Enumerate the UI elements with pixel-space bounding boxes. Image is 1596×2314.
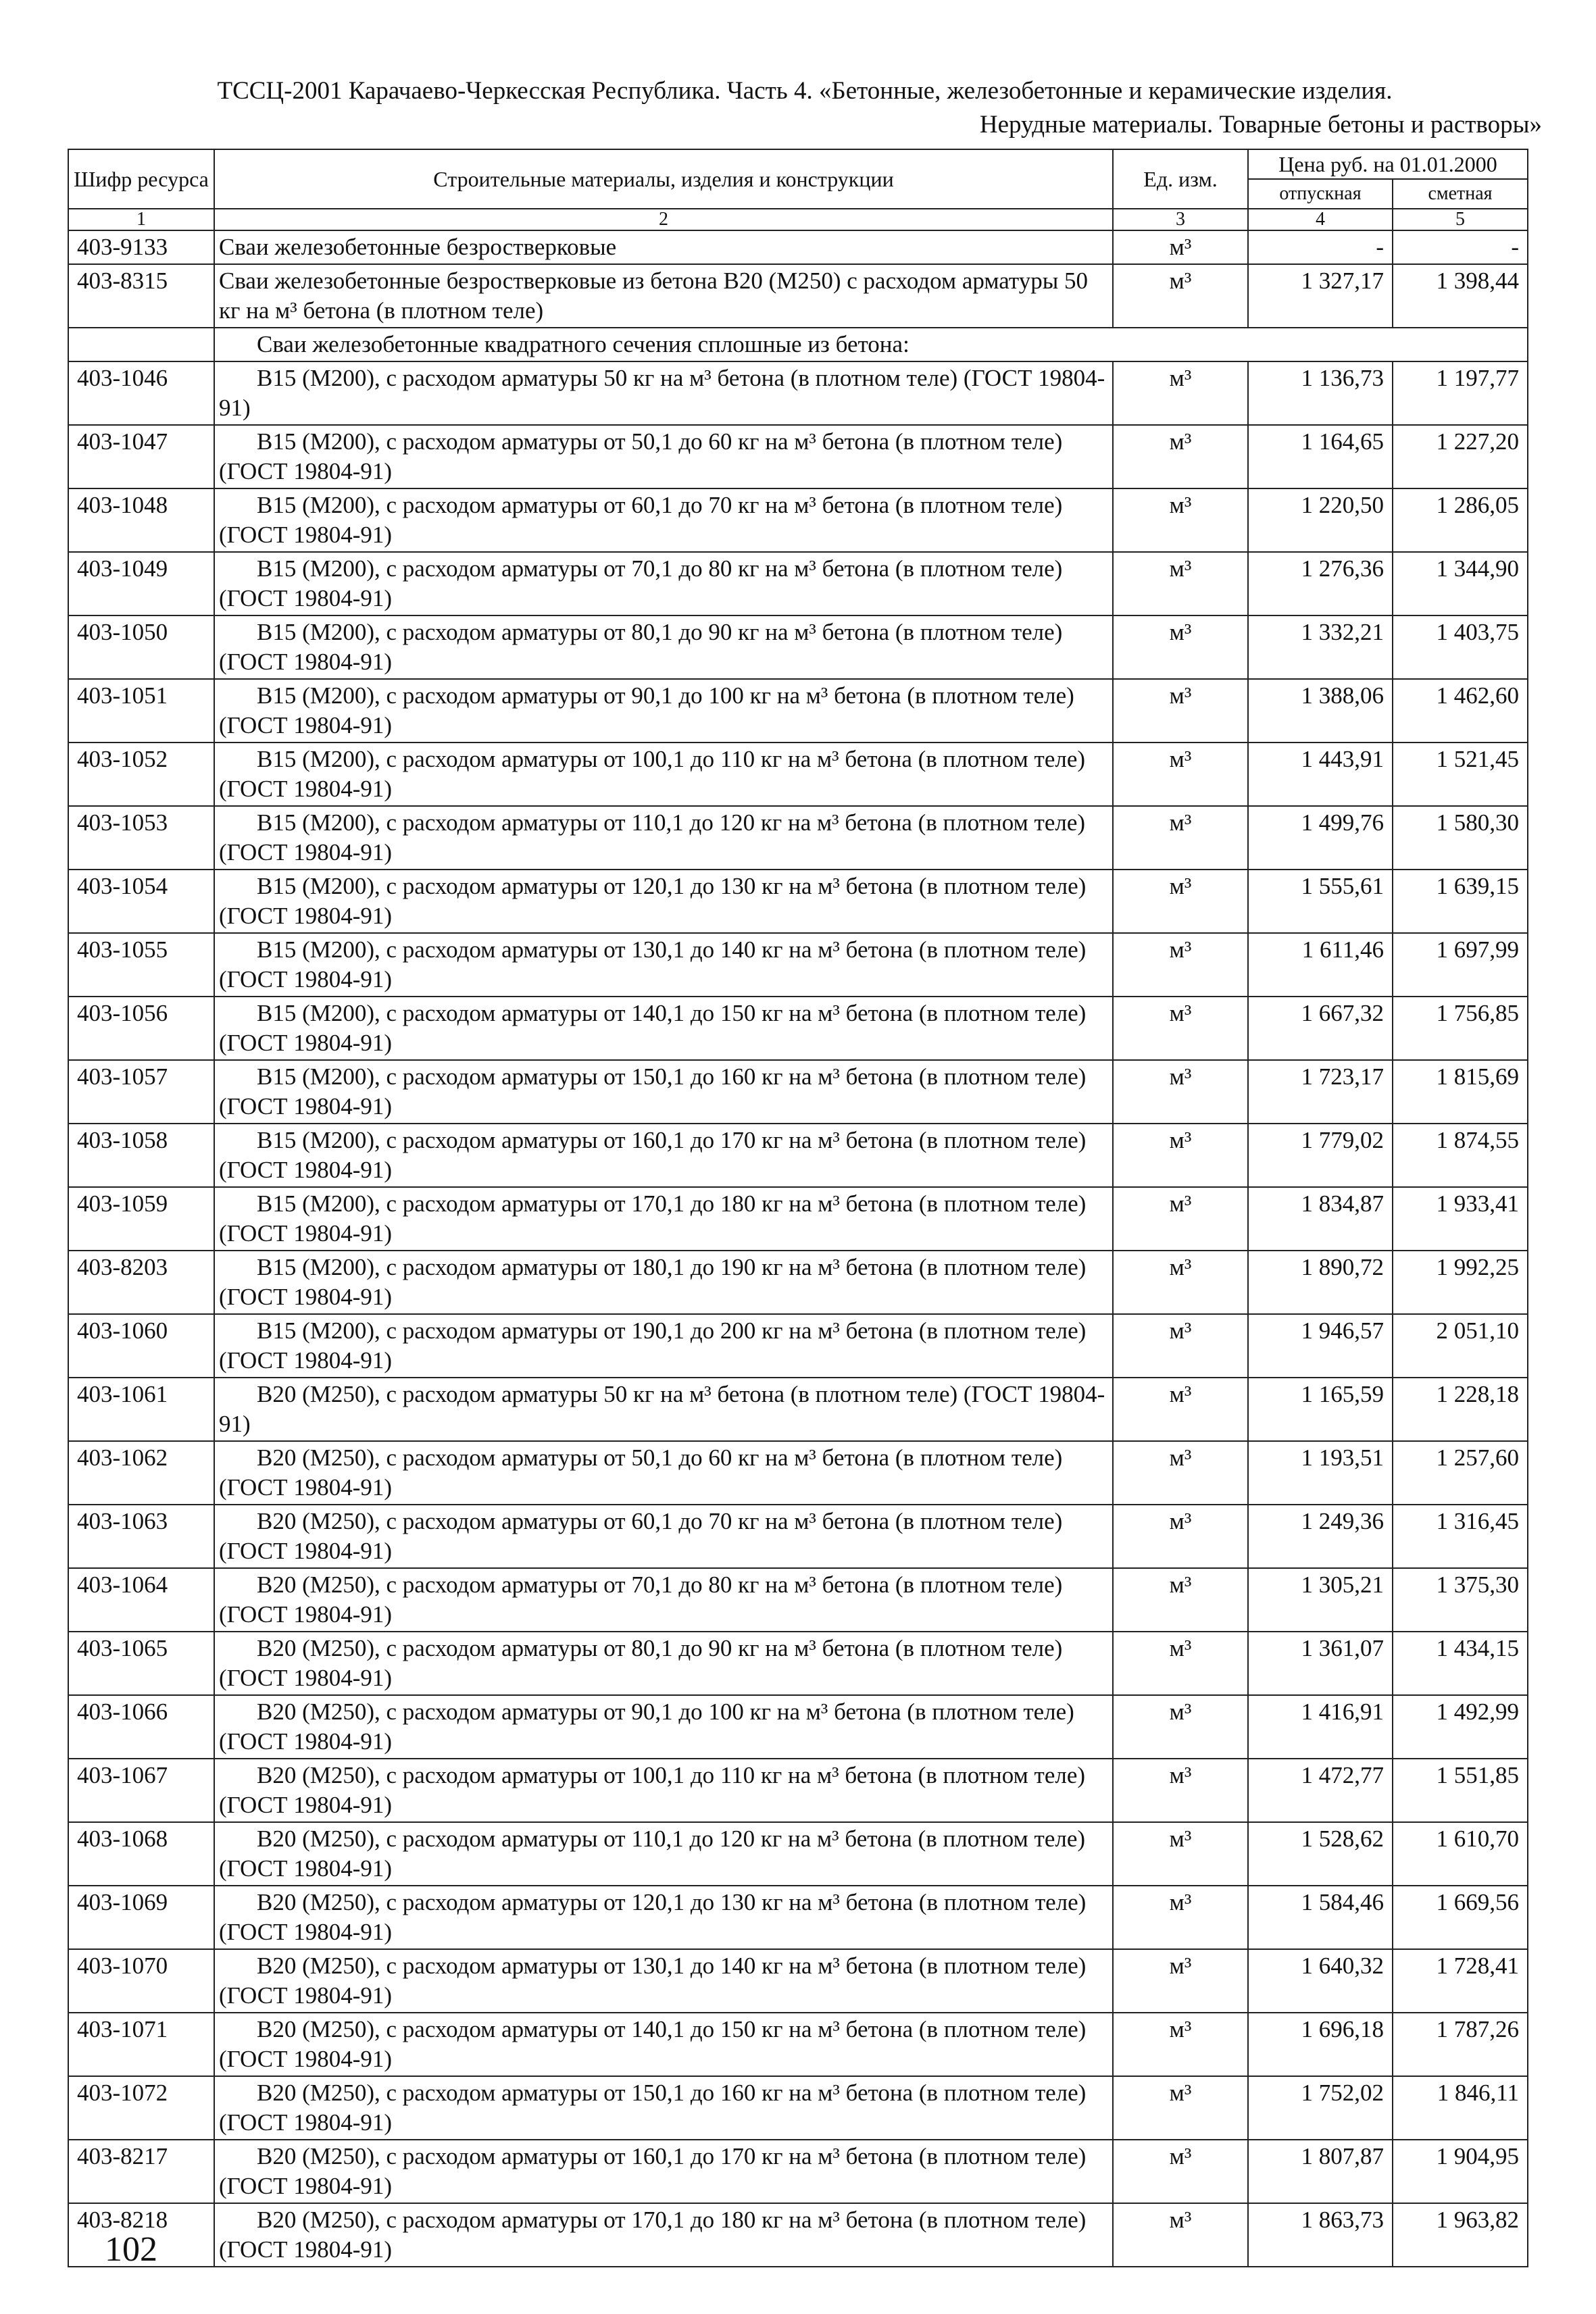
estimate-price: 1 787,26 xyxy=(1393,2013,1528,2076)
resource-code: 403-1063 xyxy=(68,1505,214,1568)
estimate-price: 1 728,41 xyxy=(1393,1949,1528,2013)
unit-of-measure: м³ xyxy=(1113,1886,1248,1949)
unit-of-measure: м³ xyxy=(1113,2140,1248,2203)
estimate-price: 1 639,15 xyxy=(1393,870,1528,933)
estimate-price: 1 257,60 xyxy=(1393,1441,1528,1505)
release-price: 1 696,18 xyxy=(1248,2013,1393,2076)
table-row xyxy=(68,1949,1528,2013)
resource-code: 403-8203 xyxy=(68,1251,214,1314)
table-row xyxy=(68,2203,1528,2267)
table-row xyxy=(68,1505,1528,1568)
material-description: В15 (М200), с расходом арматуры от 130,1 до 140 кг на м³ бетона (в плотном теле) (ГОСТ 19804-91) xyxy=(214,933,1113,997)
material-description: В20 (М250), с расходом арматуры от 170,1 до 180 кг на м³ бетона (в плотном теле) (ГОСТ 19804-91) xyxy=(214,2203,1113,2267)
estimate-price: 1 492,99 xyxy=(1393,1695,1528,1759)
material-description: В15 (М200), с расходом арматуры от 140,1 до 150 кг на м³ бетона (в плотном теле) (ГОСТ 19804-91) xyxy=(214,997,1113,1060)
material-description: Сваи железобетонные безростверковые xyxy=(214,230,1113,264)
column-number-row xyxy=(68,209,1528,230)
release-price: 1 472,77 xyxy=(1248,1759,1393,1822)
table-row xyxy=(68,552,1528,615)
resource-code: 403-1057 xyxy=(68,1060,214,1124)
resource-code: 403-1046 xyxy=(68,361,214,425)
table-row xyxy=(68,264,1528,328)
material-description: В20 (М250), с расходом арматуры от 110,1 до 120 кг на м³ бетона (в плотном теле) (ГОСТ 19804-91) xyxy=(214,1822,1113,1886)
release-price: 1 305,21 xyxy=(1248,1568,1393,1632)
table-row xyxy=(68,1695,1528,1759)
estimate-price: 1 398,44 xyxy=(1393,264,1528,328)
resource-code: 403-1058 xyxy=(68,1124,214,1187)
material-description: В15 (М200), с расходом арматуры от 170,1 до 180 кг на м³ бетона (в плотном теле) (ГОСТ 19804-91) xyxy=(214,1187,1113,1251)
material-description: В20 (М250), с расходом арматуры от 140,1 до 150 кг на м³ бетона (в плотном теле) (ГОСТ 19804-91) xyxy=(214,2013,1113,2076)
release-price: 1 640,32 xyxy=(1248,1949,1393,2013)
material-description: В20 (М250), с расходом арматуры от 120,1 до 130 кг на м³ бетона (в плотном теле) (ГОСТ 19804-91) xyxy=(214,1886,1113,1949)
resource-code: 403-1055 xyxy=(68,933,214,997)
col-header-estimate: сметная xyxy=(1393,179,1528,209)
estimate-price: 1 874,55 xyxy=(1393,1124,1528,1187)
unit-of-measure: м³ xyxy=(1113,933,1248,997)
table-row xyxy=(68,425,1528,488)
estimate-price: 1 992,25 xyxy=(1393,1251,1528,1314)
table-row xyxy=(68,361,1528,425)
estimate-price: 1 521,45 xyxy=(1393,743,1528,806)
header-title-line2: Нерудные материалы. Товарные бетоны и растворы» xyxy=(979,111,1542,139)
material-description: В15 (М200), с расходом арматуры от 150,1 до 160 кг на м³ бетона (в плотном теле) (ГОСТ 19804-91) xyxy=(214,1060,1113,1124)
unit-of-measure: м³ xyxy=(1113,1568,1248,1632)
table-row xyxy=(68,615,1528,679)
resource-code: 403-1047 xyxy=(68,425,214,488)
release-price: 1 555,61 xyxy=(1248,870,1393,933)
unit-of-measure: м³ xyxy=(1113,230,1248,264)
resource-code: 403-1053 xyxy=(68,806,214,870)
unit-of-measure: м³ xyxy=(1113,361,1248,425)
unit-of-measure: м³ xyxy=(1113,1060,1248,1124)
unit-of-measure: м³ xyxy=(1113,2203,1248,2267)
col-header-price: Цена руб. на 01.01.2000 xyxy=(1248,149,1528,179)
resource-code: 403-1048 xyxy=(68,488,214,552)
unit-of-measure: м³ xyxy=(1113,997,1248,1060)
resource-code: 403-1070 xyxy=(68,1949,214,2013)
column-number: 2 xyxy=(214,209,1113,230)
resource-code: 403-1064 xyxy=(68,1568,214,1632)
release-price: 1 193,51 xyxy=(1248,1441,1393,1505)
resource-code: 403-1056 xyxy=(68,997,214,1060)
material-description: В20 (М250), с расходом арматуры от 50,1 до 60 кг на м³ бетона (в плотном теле) (ГОСТ 19804-91) xyxy=(214,1441,1113,1505)
material-description: В15 (М200), с расходом арматуры от 120,1 до 130 кг на м³ бетона (в плотном теле) (ГОСТ 19804-91) xyxy=(214,870,1113,933)
table-row xyxy=(68,1822,1528,1886)
table-row xyxy=(68,1568,1528,1632)
resource-code: 403-1068 xyxy=(68,1822,214,1886)
release-price: 1 164,65 xyxy=(1248,425,1393,488)
estimate-price: 1 756,85 xyxy=(1393,997,1528,1060)
estimate-price: 1 963,82 xyxy=(1393,2203,1528,2267)
estimate-price: 1 846,11 xyxy=(1393,2076,1528,2140)
material-description: В20 (М250), с расходом арматуры от 160,1 до 170 кг на м³ бетона (в плотном теле) (ГОСТ 19804-91) xyxy=(214,2140,1113,2203)
unit-of-measure: м³ xyxy=(1113,1695,1248,1759)
resource-code: 403-8315 xyxy=(68,264,214,328)
release-price: 1 863,73 xyxy=(1248,2203,1393,2267)
unit-of-measure: м³ xyxy=(1113,488,1248,552)
table-row xyxy=(68,1251,1528,1314)
resource-code: 403-8217 xyxy=(68,2140,214,2203)
resource-code: 403-1054 xyxy=(68,870,214,933)
resource-code: 403-1061 xyxy=(68,1378,214,1441)
table-row xyxy=(68,743,1528,806)
table-row xyxy=(68,2076,1528,2140)
resource-code: 403-1051 xyxy=(68,679,214,743)
estimate-price: 1 403,75 xyxy=(1393,615,1528,679)
estimate-price: 1 197,77 xyxy=(1393,361,1528,425)
estimate-price: 1 669,56 xyxy=(1393,1886,1528,1949)
unit-of-measure: м³ xyxy=(1113,1378,1248,1441)
release-price: 1 165,59 xyxy=(1248,1378,1393,1441)
table-row xyxy=(68,230,1528,264)
unit-of-measure: м³ xyxy=(1113,1822,1248,1886)
material-description: В15 (М200), с расходом арматуры от 190,1 до 200 кг на м³ бетона (в плотном теле) (ГОСТ 19804-91) xyxy=(214,1314,1113,1378)
col-header-release: отпускная xyxy=(1248,179,1393,209)
unit-of-measure: м³ xyxy=(1113,264,1248,328)
unit-of-measure: м³ xyxy=(1113,743,1248,806)
material-description: В20 (М250), с расходом арматуры от 130,1 до 140 кг на м³ бетона (в плотном теле) (ГОСТ 19804-91) xyxy=(214,1949,1113,2013)
col-header-unit: Ед. изм. xyxy=(1113,149,1248,209)
col-header-materials: Строительные материалы, изделия и конструкции xyxy=(214,149,1113,209)
material-description: В20 (М250), с расходом арматуры от 80,1 до 90 кг на м³ бетона (в плотном теле) (ГОСТ 19804-91) xyxy=(214,1632,1113,1695)
material-description: В15 (М200), с расходом арматуры от 90,1 до 100 кг на м³ бетона (в плотном теле) (ГОСТ 19804-91) xyxy=(214,679,1113,743)
table-row xyxy=(68,997,1528,1060)
resource-code: 403-9133 xyxy=(68,230,214,264)
material-description: В20 (М250), с расходом арматуры 50 кг на м³ бетона (в плотном теле) (ГОСТ 19804-91) xyxy=(214,1378,1113,1441)
estimate-price: 1 344,90 xyxy=(1393,552,1528,615)
unit-of-measure: м³ xyxy=(1113,1632,1248,1695)
estimate-price: 1 904,95 xyxy=(1393,2140,1528,2203)
table-row xyxy=(68,1124,1528,1187)
table-row xyxy=(68,1441,1528,1505)
column-number: 1 xyxy=(68,209,214,230)
estimate-price: 1 580,30 xyxy=(1393,806,1528,870)
col-header-code: Шифр ресурса xyxy=(68,149,214,209)
column-number: 3 xyxy=(1113,209,1248,230)
unit-of-measure: м³ xyxy=(1113,1949,1248,2013)
unit-of-measure: м³ xyxy=(1113,1187,1248,1251)
material-description: В15 (М200), с расходом арматуры от 50,1 до 60 кг на м³ бетона (в плотном теле) (ГОСТ 19804-91) xyxy=(214,425,1113,488)
material-description: Сваи железобетонные безростверковые из бетона В20 (М250) с расходом арматуры 50 кг на м³ бетона (в плотном теле) xyxy=(214,264,1113,328)
unit-of-measure: м³ xyxy=(1113,615,1248,679)
estimate-price: 1 697,99 xyxy=(1393,933,1528,997)
table-row xyxy=(68,679,1528,743)
table-row xyxy=(68,1759,1528,1822)
release-price: 1 443,91 xyxy=(1248,743,1393,806)
release-price: 1 723,17 xyxy=(1248,1060,1393,1124)
material-description: В15 (М200), с расходом арматуры от 70,1 до 80 кг на м³ бетона (в плотном теле) (ГОСТ 19804-91) xyxy=(214,552,1113,615)
unit-of-measure: м³ xyxy=(1113,870,1248,933)
release-price: 1 499,76 xyxy=(1248,806,1393,870)
release-price: 1 136,73 xyxy=(1248,361,1393,425)
resource-code: 403-1050 xyxy=(68,615,214,679)
release-price: 1 416,91 xyxy=(1248,1695,1393,1759)
unit-of-measure: м³ xyxy=(1113,425,1248,488)
estimate-price: 1 228,18 xyxy=(1393,1378,1528,1441)
estimate-price: 1 462,60 xyxy=(1393,679,1528,743)
unit-of-measure: м³ xyxy=(1113,1124,1248,1187)
material-description: В15 (М200), с расходом арматуры от 160,1 до 170 кг на м³ бетона (в плотном теле) (ГОСТ 19804-91) xyxy=(214,1124,1113,1187)
estimate-price: - xyxy=(1393,230,1528,264)
table-row xyxy=(68,1060,1528,1124)
unit-of-measure: м³ xyxy=(1113,1251,1248,1314)
table-row xyxy=(68,1886,1528,1949)
table-row xyxy=(68,870,1528,933)
table-body xyxy=(68,209,1528,2267)
resource-code: 403-1060 xyxy=(68,1314,214,1378)
price-table xyxy=(68,149,1528,2267)
estimate-price: 2 051,10 xyxy=(1393,1314,1528,1378)
material-description: В20 (М250), с расходом арматуры от 70,1 до 80 кг на м³ бетона (в плотном теле) (ГОСТ 19804-91) xyxy=(214,1568,1113,1632)
column-number: 4 xyxy=(1248,209,1393,230)
estimate-price: 1 933,41 xyxy=(1393,1187,1528,1251)
estimate-price: 1 551,85 xyxy=(1393,1759,1528,1822)
header-title-line1: ТССЦ-2001 Карачаево-Черкесская Республика. Часть 4. «Бетонные, железобетонные и керамические изделия. xyxy=(217,77,1393,105)
material-description: В15 (М200), с расходом арматуры от 100,1 до 110 кг на м³ бетона (в плотном теле) (ГОСТ 19804-91) xyxy=(214,743,1113,806)
resource-code: 403-1062 xyxy=(68,1441,214,1505)
resource-code: 403-1072 xyxy=(68,2076,214,2140)
resource-code: 403-1069 xyxy=(68,1886,214,1949)
group-title: Сваи железобетонные квадратного сечения сплошные из бетона: xyxy=(214,328,1528,361)
group-code-cell xyxy=(68,328,214,361)
table-row xyxy=(68,1632,1528,1695)
material-description: В15 (М200), с расходом арматуры от 180,1 до 190 кг на м³ бетона (в плотном теле) (ГОСТ 19804-91) xyxy=(214,1251,1113,1314)
release-price: 1 611,46 xyxy=(1248,933,1393,997)
table-row xyxy=(68,1378,1528,1441)
column-number: 5 xyxy=(1393,209,1528,230)
release-price: 1 834,87 xyxy=(1248,1187,1393,1251)
material-description: В20 (М250), с расходом арматуры от 60,1 до 70 кг на м³ бетона (в плотном теле) (ГОСТ 19804-91) xyxy=(214,1505,1113,1568)
resource-code: 403-1065 xyxy=(68,1632,214,1695)
page-header xyxy=(68,74,1542,142)
unit-of-measure: м³ xyxy=(1113,2076,1248,2140)
release-price: 1 752,02 xyxy=(1248,2076,1393,2140)
resource-code: 403-1052 xyxy=(68,743,214,806)
estimate-price: 1 375,30 xyxy=(1393,1568,1528,1632)
release-price: 1 332,21 xyxy=(1248,615,1393,679)
release-price: 1 276,36 xyxy=(1248,552,1393,615)
unit-of-measure: м³ xyxy=(1113,806,1248,870)
group-row xyxy=(68,328,1528,361)
table-row xyxy=(68,1187,1528,1251)
release-price: 1 584,46 xyxy=(1248,1886,1393,1949)
material-description: В15 (М200), с расходом арматуры от 60,1 до 70 кг на м³ бетона (в плотном теле) (ГОСТ 19804-91) xyxy=(214,488,1113,552)
resource-code: 403-8218 xyxy=(68,2203,214,2267)
estimate-price: 1 815,69 xyxy=(1393,1060,1528,1124)
resource-code: 403-1059 xyxy=(68,1187,214,1251)
table-row xyxy=(68,1314,1528,1378)
resource-code: 403-1049 xyxy=(68,552,214,615)
unit-of-measure: м³ xyxy=(1113,1441,1248,1505)
estimate-price: 1 227,20 xyxy=(1393,425,1528,488)
release-price: 1 779,02 xyxy=(1248,1124,1393,1187)
table-row xyxy=(68,488,1528,552)
table-row xyxy=(68,2140,1528,2203)
table-row xyxy=(68,2013,1528,2076)
release-price: - xyxy=(1248,230,1393,264)
unit-of-measure: м³ xyxy=(1113,1505,1248,1568)
estimate-price: 1 286,05 xyxy=(1393,488,1528,552)
material-description: В20 (М250), с расходом арматуры от 150,1 до 160 кг на м³ бетона (в плотном теле) (ГОСТ 19804-91) xyxy=(214,2076,1113,2140)
estimate-price: 1 610,70 xyxy=(1393,1822,1528,1886)
material-description: В15 (М200), с расходом арматуры 50 кг на м³ бетона (в плотном теле) (ГОСТ 19804-91) xyxy=(214,361,1113,425)
unit-of-measure: м³ xyxy=(1113,679,1248,743)
table-row xyxy=(68,933,1528,997)
release-price: 1 946,57 xyxy=(1248,1314,1393,1378)
unit-of-measure: м³ xyxy=(1113,1759,1248,1822)
material-description: В20 (М250), с расходом арматуры от 100,1 до 110 кг на м³ бетона (в плотном теле) (ГОСТ 19804-91) xyxy=(214,1759,1113,1822)
release-price: 1 890,72 xyxy=(1248,1251,1393,1314)
release-price: 1 667,32 xyxy=(1248,997,1393,1060)
unit-of-measure: м³ xyxy=(1113,552,1248,615)
material-description: В15 (М200), с расходом арматуры от 80,1 до 90 кг на м³ бетона (в плотном теле) (ГОСТ 19804-91) xyxy=(214,615,1113,679)
material-description: В20 (М250), с расходом арматуры от 90,1 до 100 кг на м³ бетона (в плотном теле) (ГОСТ 19804-91) xyxy=(214,1695,1113,1759)
page-number: 102 xyxy=(105,2230,157,2269)
resource-code: 403-1066 xyxy=(68,1695,214,1759)
release-price: 1 220,50 xyxy=(1248,488,1393,552)
material-description: В15 (М200), с расходом арматуры от 110,1 до 120 кг на м³ бетона (в плотном теле) (ГОСТ 19804-91) xyxy=(214,806,1113,870)
resource-code: 403-1067 xyxy=(68,1759,214,1822)
release-price: 1 388,06 xyxy=(1248,679,1393,743)
release-price: 1 528,62 xyxy=(1248,1822,1393,1886)
table-row xyxy=(68,806,1528,870)
estimate-price: 1 434,15 xyxy=(1393,1632,1528,1695)
unit-of-measure: м³ xyxy=(1113,2013,1248,2076)
estimate-price: 1 316,45 xyxy=(1393,1505,1528,1568)
resource-code: 403-1071 xyxy=(68,2013,214,2076)
unit-of-measure: м³ xyxy=(1113,1314,1248,1378)
release-price: 1 327,17 xyxy=(1248,264,1393,328)
release-price: 1 249,36 xyxy=(1248,1505,1393,1568)
release-price: 1 361,07 xyxy=(1248,1632,1393,1695)
release-price: 1 807,87 xyxy=(1248,2140,1393,2203)
